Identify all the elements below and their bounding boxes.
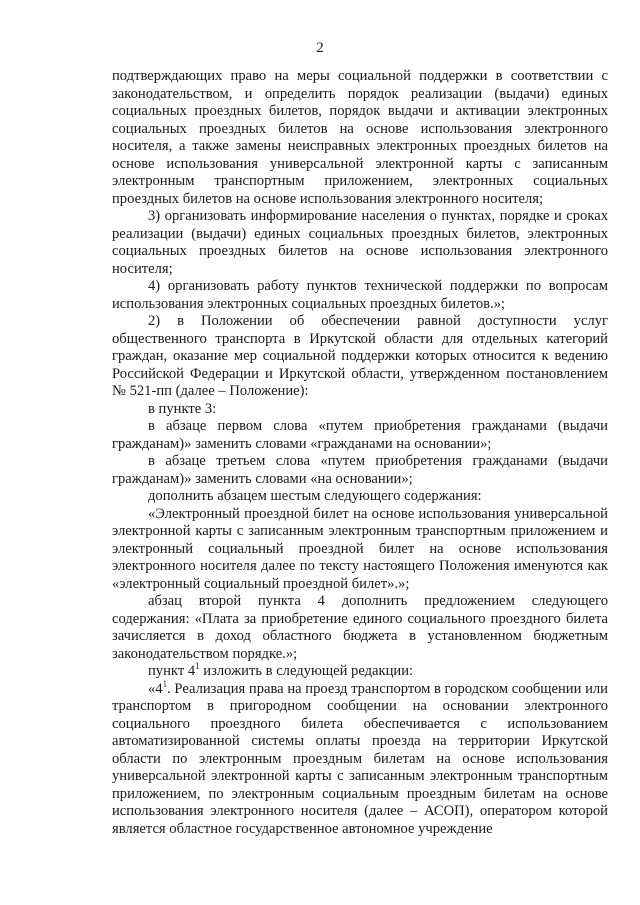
paragraph-text: дополнить абзацем шестым следующего содержания: <box>148 488 482 504</box>
paragraph <box>112 663 608 681</box>
document-body <box>112 68 608 838</box>
paragraph-text: подтверждающих право на меры социальной поддержки в соответствии с законодательством, и определить порядок реализации (выдачи) единых социальных проездных билетов, порядок выдачи и активации электронных социальных проездных билетов на основе использования электронного носителя, а также замены неисправных электронных проездных билетов на основе использования универсальной электронной карты с записанным электронным транспортным приложением, электронных социальных проездных билетов на основе использования электронного носителя; <box>112 68 608 207</box>
paragraph <box>112 418 608 453</box>
paragraph <box>112 208 608 278</box>
superscript: 1 <box>195 661 200 671</box>
paragraph <box>112 678 608 839</box>
paragraph-text: пункт 4 <box>148 663 196 679</box>
paragraph-text: . Реализация права на проезд транспортом в городском сообщении или транспортом в пригородном сообщении на основании электронного социального проездного билета обеспечивается с использованием автоматизированной системы оплаты проезда на территории Иркутской области по электронным проездным билетам на основе использования универсальной электронной карты с записанным электронным транспортным приложением, по электронным социальным проездным билетам на основе использования электронного носителя (далее – АСОП), оператором которой является областное государственное автономное учреждение <box>112 680 608 837</box>
paragraph-text: в пункте 3: <box>148 400 217 417</box>
paragraph <box>112 68 608 208</box>
paragraph <box>112 453 608 488</box>
paragraph-text: абзац второй пункта 4 дополнить предложением следующего содержания: «Плата за приобретение единого социального проездного билета зачисляется в доход областного бюджета в установленном бюджетным законодательством порядке.»; <box>112 593 608 662</box>
page-number: 2 <box>316 40 324 56</box>
paragraph-text: в абзаце первом слова «путем приобретения гражданами (выдачи гражданам)» заменить словами «гражданами на основании»; <box>112 418 608 452</box>
paragraph <box>112 401 608 419</box>
paragraph <box>112 593 608 663</box>
paragraph-text: 4) организовать работу пунктов технической поддержки по вопросам использования электронных социальных проездных билетов.»; <box>112 278 608 312</box>
paragraph-text: изложить в следующей редакции: <box>199 663 414 679</box>
paragraph <box>112 506 608 594</box>
paragraph <box>112 278 608 313</box>
paragraph <box>112 313 608 401</box>
paragraph-text: «Электронный проездной билет на основе использования универсальной электронной карты с записанным электронным транспортным приложением и электронный социальный проездной билет на основе использования электронного носителя далее по тексту настоящего Положения именуются как «электронный социальный проездной билет».»; <box>112 505 608 592</box>
paragraph-text: в абзаце третьем слова «путем приобретения гражданами (выдачи гражданам)» заменить словами «на основании»; <box>112 453 608 487</box>
paragraph <box>112 488 608 506</box>
paragraph-text: 2) в Положении об обеспечении равной доступности услуг общественного транспорта в Иркутской области для отдельных категорий граждан, оказание мер социальной поддержки которых относится к ведению Российской Федерации и Иркутской области, утвержденном постановлением № 521-пп (далее – Положение): <box>112 313 608 399</box>
paragraph-text: «4 <box>148 680 163 697</box>
superscript: 1 <box>162 678 168 689</box>
paragraph-text: 3) организовать информирование населения о пунктах, порядке и сроках реализации (выдачи) единых социальных проездных билетов, электронных социальных проездных билетов на основе использования электронного носителя; <box>112 208 608 277</box>
